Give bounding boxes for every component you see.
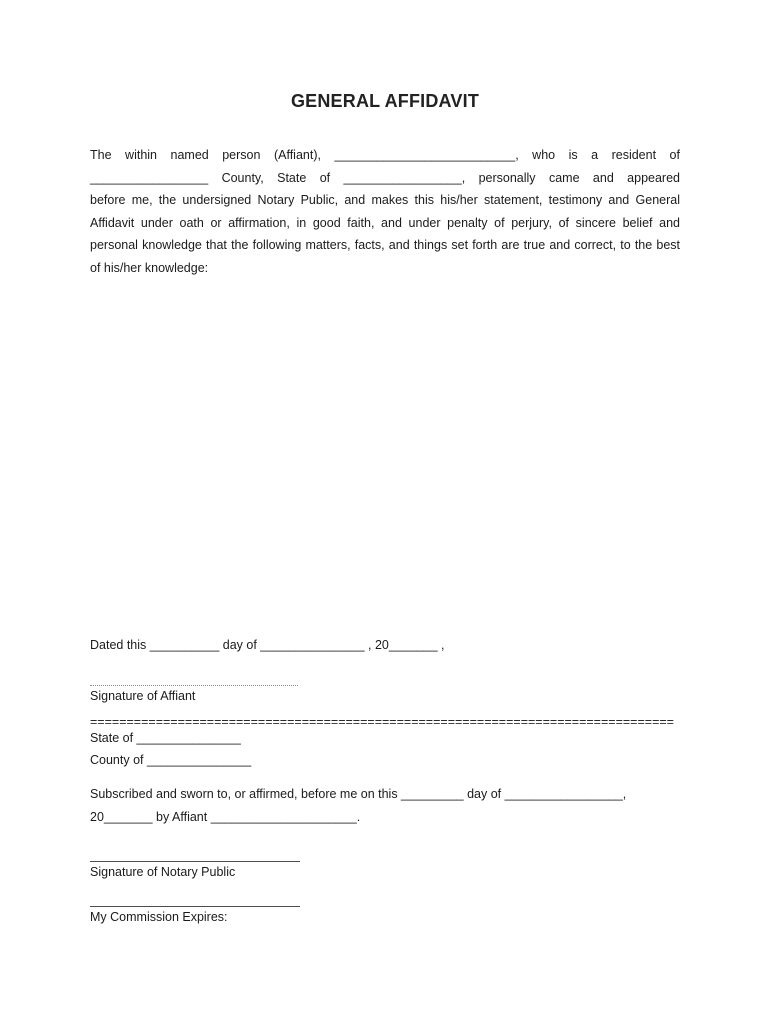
commission-expires-block (90, 906, 300, 925)
county-line: County of _______________ (90, 753, 252, 767)
document-title: GENERAL AFFIDAVIT (290, 91, 480, 111)
jurat-line: Subscribed and sworn to, or affirmed, before me on this _________ day of _________________, (90, 787, 627, 801)
notary-signature-block (90, 861, 300, 880)
dated-line: Dated this __________ day of _______________ , 20_______ , (90, 638, 445, 652)
opening-paragraph-line: Affidavit under oath or affirmation, in good faith, and under penalty of perjury, of sincere belief and (90, 215, 680, 230)
opening-paragraph (90, 144, 680, 279)
affiant-signature-block (90, 685, 298, 704)
notary-signature-label: Signature of Notary Public (90, 865, 236, 879)
section-divider: ================================================================================ (90, 715, 674, 729)
jurat-line: 20_______ by Affiant _____________________. (90, 809, 361, 824)
opening-paragraph-line: _________________ County, State of _________________, personally came and appeared (90, 170, 680, 185)
affiant-signature-label: Signature of Affiant (90, 689, 196, 703)
opening-paragraph-line: personal knowledge that the following matters, facts, and things set forth are true and correct, to the best (90, 238, 680, 252)
state-line: State of _______________ (90, 731, 241, 745)
opening-paragraph-line: The within named person (Affiant), __________________________, who is a resident of (90, 148, 680, 162)
opening-paragraph-line: before me, the undersigned Notary Public, and makes this his/her statement, testimony and General (90, 193, 680, 207)
opening-paragraph-line: of his/her knowledge: (90, 260, 209, 275)
notary-jurat-paragraph (90, 783, 680, 828)
commission-expires-label: My Commission Expires: (90, 910, 228, 924)
